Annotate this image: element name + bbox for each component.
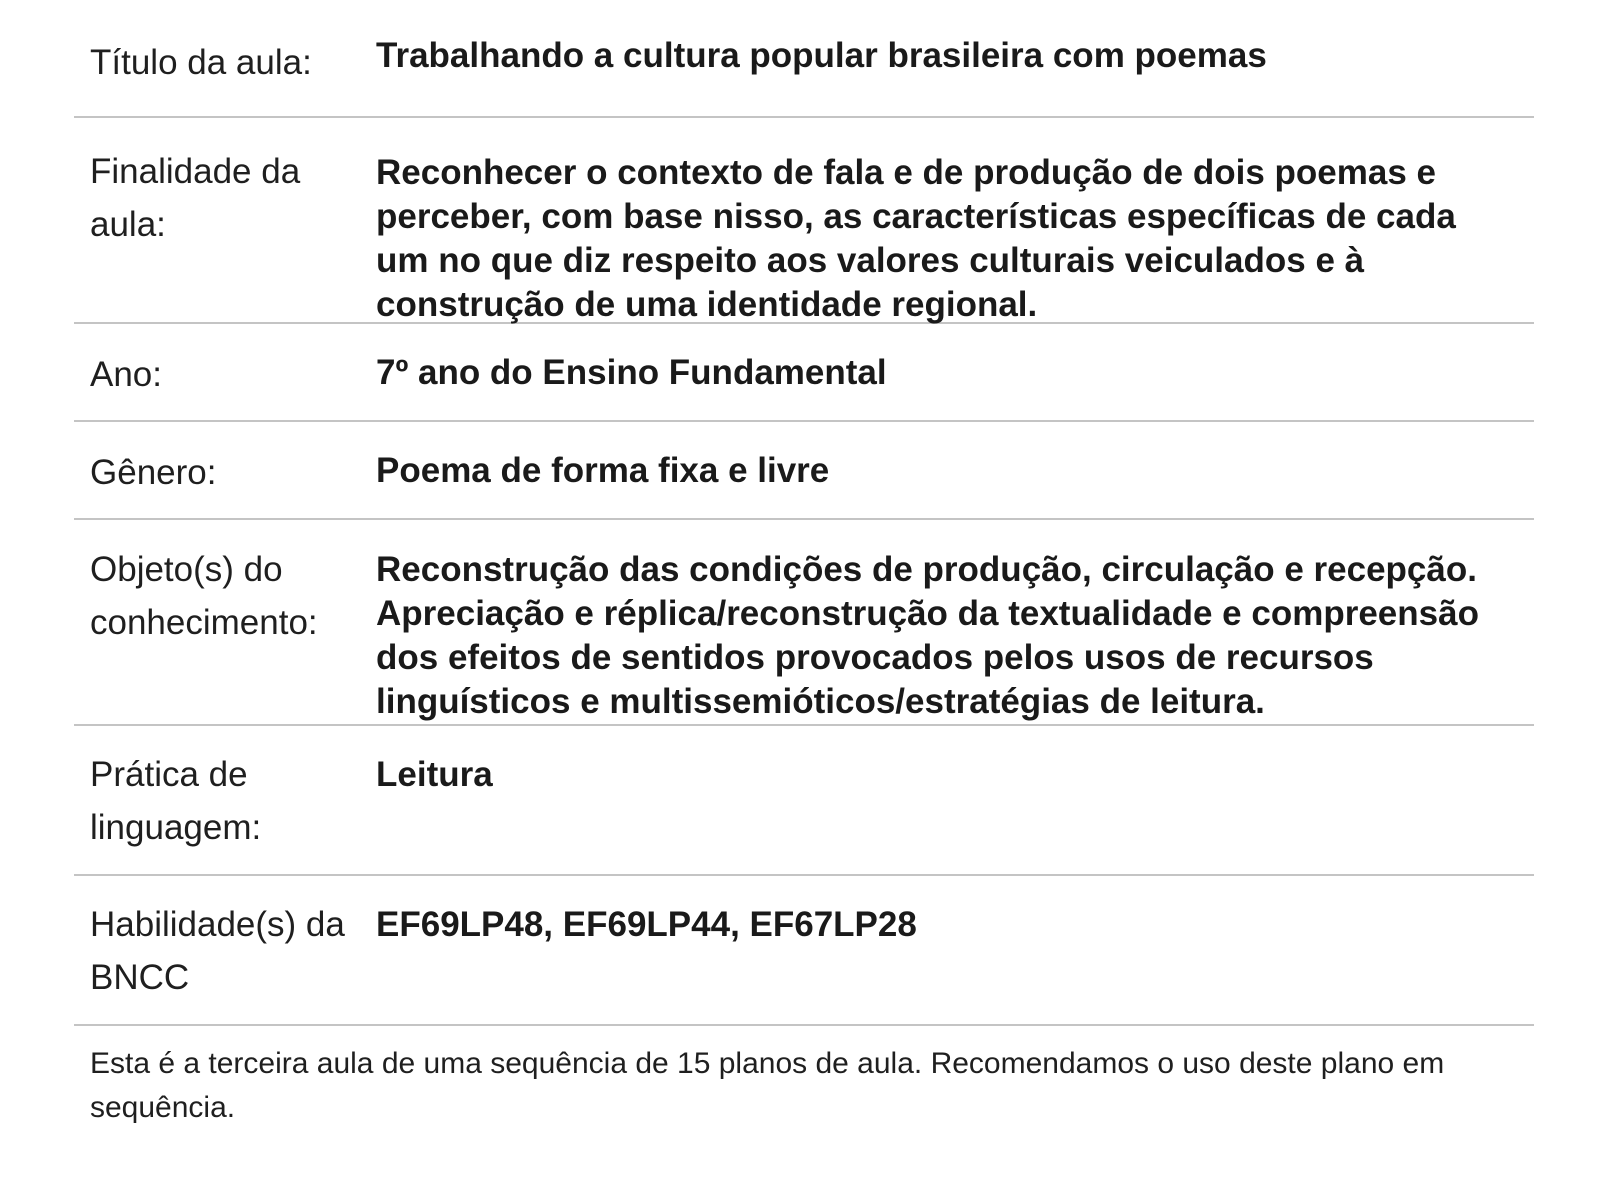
bncc-skills-value: EF69LP48, EF69LP44, EF67LP28 [376, 905, 917, 944]
row-label: Gênero: [90, 453, 217, 492]
knowledge-objects-value: Reconstrução das condições de produção, circulação e recepção. Apreciação e réplica/reconstrução da textualidade e compreensão dos efeitos de sentidos provocados pelos usos de recursos linguísticos e multissemióticos/estratégias de leitura. [376, 550, 1479, 721]
language-practice-value: Leitura [376, 755, 493, 794]
sequence-note: Esta é a terceira aula de uma sequência de 15 planos de aula. Recomendamos o uso deste plano em sequência. [90, 1047, 1445, 1124]
school-year-value: 7º ano do Ensino Fundamental [376, 353, 887, 392]
lesson-purpose-value: Reconhecer o contexto de fala e de produção de dois poemas e perceber, com base nisso, as características específicas de cada um no que diz respeito aos valores culturais veiculados e à construção de uma identidade regional. [376, 153, 1456, 324]
lesson-title-value: Trabalhando a cultura popular brasileira com poemas [376, 36, 1267, 75]
row-bncc-skills [74, 876, 1534, 1026]
row-label: Finalidade da aula: [90, 152, 301, 244]
row-lesson-title [74, 0, 1534, 118]
row-language-practice [74, 726, 1534, 876]
lesson-plan-table [74, 0, 1534, 1130]
row-school-year [74, 324, 1534, 422]
row-label: Habilidade(s) da BNCC [90, 905, 345, 997]
row-genre [74, 422, 1534, 520]
row-knowledge-objects [74, 520, 1534, 726]
row-label: Prática de linguagem: [90, 755, 262, 847]
row-label: Ano: [90, 355, 162, 394]
row-lesson-purpose [74, 118, 1534, 324]
row-label: Objeto(s) do conhecimento: [90, 550, 318, 642]
genre-value: Poema de forma fixa e livre [376, 451, 830, 490]
row-label: Título da aula: [90, 43, 312, 82]
